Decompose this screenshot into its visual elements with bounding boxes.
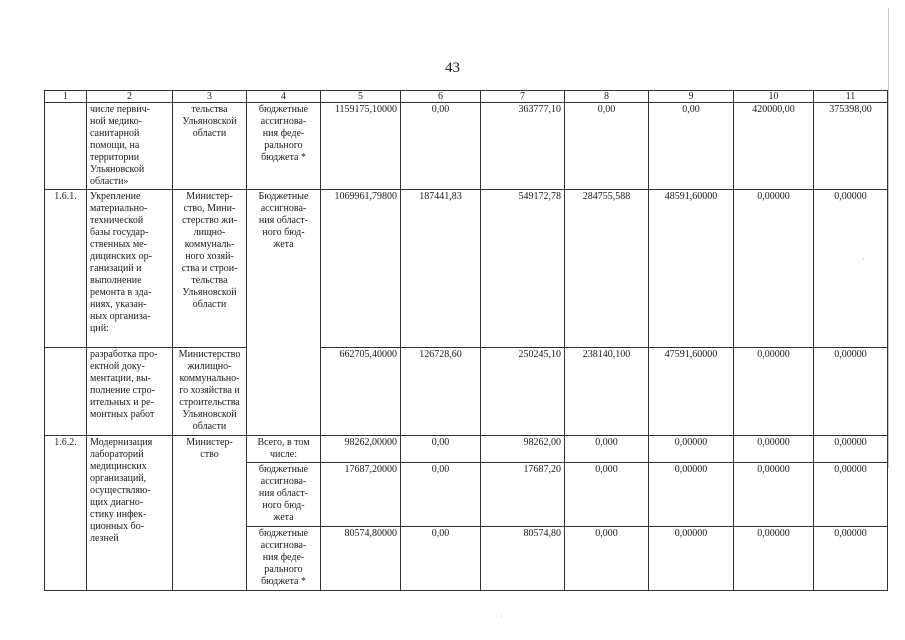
value-cell: 0,00 bbox=[565, 103, 649, 190]
budget-table bbox=[44, 90, 888, 591]
value-cell: 0,00000 bbox=[814, 527, 888, 591]
row-number-cell: 1.6.2. bbox=[45, 436, 87, 591]
value-cell: 187441,83 bbox=[401, 190, 481, 348]
value-cell: 1069961,79800 bbox=[321, 190, 401, 348]
value-cell: 80574,80000 bbox=[321, 527, 401, 591]
value-cell: 662705,40000 bbox=[321, 348, 401, 436]
table-row bbox=[45, 190, 888, 348]
value-cell: 48591,60000 bbox=[649, 190, 734, 348]
page-edge-line bbox=[888, 8, 889, 468]
value-cell: 375398,00 bbox=[814, 103, 888, 190]
table-row bbox=[45, 103, 888, 190]
value-cell: 17687,20000 bbox=[321, 463, 401, 527]
value-cell: 0,00 bbox=[401, 103, 481, 190]
value-cell: 0,00000 bbox=[734, 348, 814, 436]
value-cell: 549172,78 bbox=[481, 190, 565, 348]
funding-source-cell: Бюджетные ассигнова- ния област- ного бюд- жета bbox=[247, 190, 321, 436]
value-cell: 0,00000 bbox=[734, 436, 814, 463]
value-cell: 0,00000 bbox=[649, 527, 734, 591]
scan-speck: · bbox=[862, 255, 865, 264]
header-cell: 9 bbox=[649, 91, 734, 103]
funding-source-cell: Всего, в том числе: bbox=[247, 436, 321, 463]
header-cell: 1 bbox=[45, 91, 87, 103]
row-number-cell bbox=[45, 103, 87, 190]
value-cell: 0,00000 bbox=[734, 190, 814, 348]
value-cell: 0,00000 bbox=[814, 463, 888, 527]
executor-cell: Министерство жилищно- коммунально- го хозяйства и строительства Ульяновской области bbox=[173, 348, 247, 436]
value-cell: 0,000 bbox=[565, 527, 649, 591]
header-cell: 8 bbox=[565, 91, 649, 103]
value-cell: 0,00 bbox=[401, 463, 481, 527]
value-cell: 98262,00 bbox=[481, 436, 565, 463]
value-cell: 284755,588 bbox=[565, 190, 649, 348]
event-name-cell: числе первич- ной медико- санитарной помощи, на территории Ульяновской области» bbox=[87, 103, 173, 190]
value-cell: 0,000 bbox=[565, 463, 649, 527]
value-cell: 98262,00000 bbox=[321, 436, 401, 463]
value-cell: 0,00000 bbox=[649, 436, 734, 463]
value-cell: 0,00000 bbox=[734, 463, 814, 527]
event-name-cell: разработка про- ектной доку- ментации, вы- полнение стро- ительных и ре- монтных работ bbox=[87, 348, 173, 436]
header-cell: 5 bbox=[321, 91, 401, 103]
value-cell: 0,00000 bbox=[814, 348, 888, 436]
header-cell: 11 bbox=[814, 91, 888, 103]
value-cell: 250245,10 bbox=[481, 348, 565, 436]
header-cell: 4 bbox=[247, 91, 321, 103]
funding-source-cell: бюджетные ассигнова- ния област- ного бюд- жета bbox=[247, 463, 321, 527]
table-row bbox=[45, 348, 888, 436]
header-cell: 6 bbox=[401, 91, 481, 103]
scan-speck: · bbox=[500, 612, 503, 621]
value-cell: 80574,80 bbox=[481, 527, 565, 591]
executor-cell: Министер- ство bbox=[173, 436, 247, 591]
header-cell: 3 bbox=[173, 91, 247, 103]
table-row bbox=[45, 436, 888, 463]
row-number-cell: 1.6.1. bbox=[45, 190, 87, 348]
row-number-cell bbox=[45, 348, 87, 436]
value-cell: 0,00000 bbox=[649, 463, 734, 527]
value-cell: 0,00 bbox=[401, 436, 481, 463]
header-cell: 10 bbox=[734, 91, 814, 103]
value-cell: 0,00000 bbox=[814, 436, 888, 463]
value-cell: 0,00000 bbox=[734, 527, 814, 591]
event-name-cell: Модернизация лабораторий медицинских организаций, осуществляю- щих диагно- стику инфек- ционных бо- лезней bbox=[87, 436, 173, 591]
header-row bbox=[45, 91, 888, 103]
event-name-cell: Укрепление материально- технической базы государ- ственных ме- дицинских ор- ганизаций и выполнение ремонта в зда- ниях, указан- ных организа- ций: bbox=[87, 190, 173, 348]
funding-source-cell: бюджетные ассигнова- ния феде- рального бюджета * bbox=[247, 527, 321, 591]
value-cell: 1159175,10000 bbox=[321, 103, 401, 190]
value-cell: 0,000 bbox=[565, 436, 649, 463]
value-cell: 126728,60 bbox=[401, 348, 481, 436]
executor-cell: тельства Ульяновской области bbox=[173, 103, 247, 190]
value-cell: 0,00000 bbox=[814, 190, 888, 348]
value-cell: 47591,60000 bbox=[649, 348, 734, 436]
value-cell: 363777,10 bbox=[481, 103, 565, 190]
page-number: 43 bbox=[445, 60, 460, 76]
header-cell: 7 bbox=[481, 91, 565, 103]
header-cell: 2 bbox=[87, 91, 173, 103]
value-cell: 238140,100 bbox=[565, 348, 649, 436]
executor-cell: Министер- ство, Мини- стерство жи- лищно- коммуналь- ного хозяй- ства и строи- тельства Ульяновской области bbox=[173, 190, 247, 348]
funding-source-cell: бюджетные ассигнова- ния феде- рального бюджета * bbox=[247, 103, 321, 190]
value-cell: 0,00 bbox=[401, 527, 481, 591]
value-cell: 0,00 bbox=[649, 103, 734, 190]
value-cell: 17687,20 bbox=[481, 463, 565, 527]
value-cell: 420000,00 bbox=[734, 103, 814, 190]
